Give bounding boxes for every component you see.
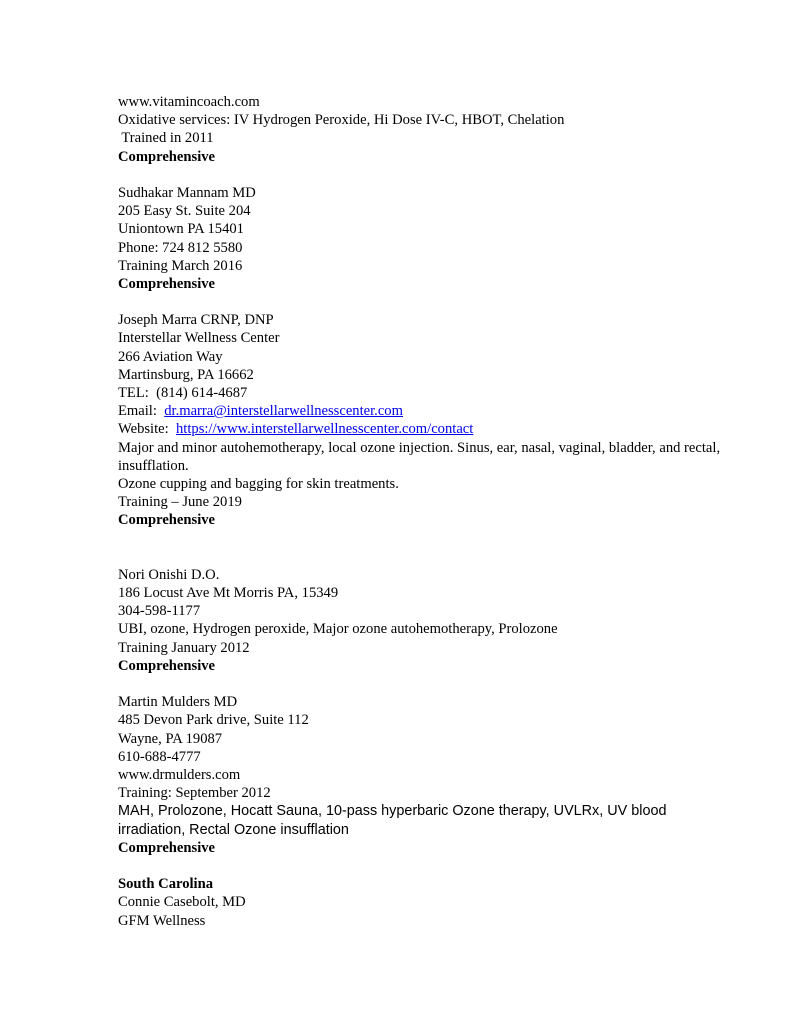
provider-level: Comprehensive — [118, 512, 216, 529]
provider-training: Training January 2012 — [118, 639, 250, 656]
provider-training: Training: September 2012 — [118, 785, 271, 802]
document-page — [118, 93, 758, 930]
provider-name: Martin Mulders MD — [118, 694, 238, 711]
provider-services-extra: Ozone cupping and bagging for skin treatments. — [118, 475, 399, 492]
provider-level: Comprehensive — [118, 148, 216, 165]
provider-name: Sudhakar Mannam MD — [118, 184, 256, 201]
email-label: Email: — [118, 403, 165, 420]
provider-phone: TEL: (814) 614-4687 — [118, 385, 248, 401]
provider-entry-mannam — [118, 184, 758, 293]
provider-address-line1: 485 Devon Park drive, Suite 112 — [118, 712, 309, 729]
provider-entry-onishi — [118, 566, 758, 675]
spacer — [118, 675, 758, 693]
provider-name: Joseph Marra CRNP, DNP — [118, 312, 274, 329]
spacer — [118, 530, 758, 566]
provider-website: www.drmulders.com — [118, 766, 241, 783]
provider-services: MAH, Prolozone, Hocatt Sauna, 10-pass hyperbaric Ozone therapy, UVLRx, UV blood irradiation, Rectal Ozone insufflation — [118, 803, 667, 838]
spacer — [118, 166, 758, 184]
provider-services: UBI, ozone, Hydrogen peroxide, Major ozone autohemotherapy, Prolozone — [118, 621, 558, 638]
provider-practice: Interstellar Wellness Center — [118, 330, 280, 347]
provider-address-line2: Wayne, PA 19087 — [118, 730, 223, 747]
provider-level: Comprehensive — [118, 657, 216, 674]
provider-email-row — [118, 402, 758, 420]
provider-name: Nori Onishi D.O. — [118, 566, 220, 583]
provider-training: Training March 2016 — [118, 257, 243, 274]
provider-services: Oxidative services: IV Hydrogen Peroxide, Hi Dose IV-C, HBOT, Chelation — [118, 112, 565, 129]
provider-address-line1: 205 Easy St. Suite 204 — [118, 203, 251, 220]
provider-entry-mulders — [118, 693, 758, 857]
provider-name: Connie Casebolt, MD — [118, 894, 246, 911]
provider-phone: Phone: 724 812 5580 — [118, 239, 243, 256]
provider-entry-marra — [118, 311, 758, 529]
provider-address-line2: Martinsburg, PA 16662 — [118, 366, 254, 383]
email-link[interactable]: dr.marra@interstellarwellnesscenter.com — [164, 403, 403, 420]
state-heading: South Carolina — [118, 876, 214, 893]
provider-level: Comprehensive — [118, 275, 216, 292]
website-link[interactable]: https://www.interstellarwellnesscenter.com/contact — [176, 421, 474, 438]
provider-address: 186 Locust Ave Mt Morris PA, 15349 — [118, 585, 339, 602]
spacer — [118, 857, 758, 875]
provider-address-line2: Uniontown PA 15401 — [118, 221, 244, 238]
provider-training: Trained in 2011 — [118, 130, 214, 147]
provider-training: Training – June 2019 — [118, 494, 242, 511]
website-label: Website: — [118, 421, 176, 438]
provider-level: Comprehensive — [118, 839, 216, 856]
state-section-south-carolina — [118, 875, 758, 930]
provider-phone: 610-688-4777 — [118, 748, 201, 765]
provider-website: www.vitamincoach.com — [118, 94, 260, 110]
provider-phone: 304-598-1177 — [118, 603, 201, 620]
provider-address-line1: 266 Aviation Way — [118, 348, 223, 365]
provider-services: Major and minor autohemotherapy, local ozone injection. Sinus, ear, nasal, vaginal, bladder, and rectal, insufflation. — [118, 439, 721, 474]
provider-practice: GFM Wellness — [118, 912, 206, 929]
provider-entry-vitamincoach — [118, 93, 758, 166]
spacer — [118, 293, 758, 311]
provider-website-row — [118, 420, 758, 438]
